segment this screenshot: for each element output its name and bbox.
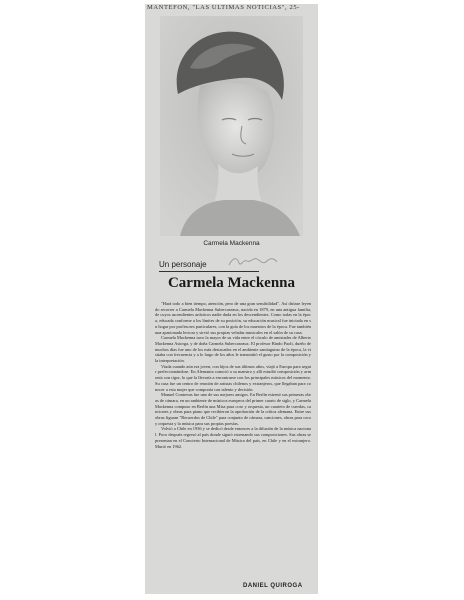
clipping-header: MANTEFON, "LAS ULTIMAS NOTICIAS", 25- [147, 4, 300, 11]
article-title: Carmela Mackenna [167, 275, 296, 291]
body-paragraph: Carmela Mackenna tuvo la mayor de su vida entre el círculo de amistades de Alberto Mackenna Astorga, y de doña Carmela Subercaseaux. El profesor Bindo Paoli, dueño de muchos días fue uno de los más destacados en el ambiente santiaguino de la época, la visitaba con frecuencia y a lo largo de los años le transmitió el gusto por la composición y la interpretación. [155, 335, 311, 364]
body-paragraph: Volvió a Chile en 1936 y se dedicó desde entonces a la difusión de la música nacional. Poco después regresó al país donde siguió estrenando sus composiciones. Sus obras se presentan en el Concierto Internacional de Música del país, en Chile y en el extranjero. Murió en 1962. [155, 426, 311, 449]
kicker-underline [159, 271, 259, 272]
newspaper-clipping [145, 4, 318, 594]
body-paragraph: Viuda cuando aún era joven, con hijos de sus últimos años, viajó a Europa para seguir perfeccionándose. En Alemania conoció a su maestro y allí estudió composición y armonía con rigor, lo que la llevaría a encontrarse con los principales músicos del momento. Su casa fue un centro de reunión de artistas chilenos y extranjeros, que llegaban para conocer a esta mujer que componía con talento y decisión. [155, 363, 311, 392]
body-paragraph: "Hará todo a bien tiempo, atención, pero de una gran sensibilidad". Así diríase leyendo recorrer a Carmela Mackenna Subercaseaux, nacida en 1879, en una antigua familia, de cuyos ascendientes artísticos nadie duda en los descendientes. Como todas en la época, educada conforme a los límites de su posición, su educación musical fue iniciada en su hogar por profesores particulares, con la guía de los maestros de la época. Fue también una apasionada lectora y sirvió sus propias veladas musicales en el salón de su casa. [155, 301, 311, 335]
portrait-image [160, 16, 303, 236]
section-kicker: Un personaje [159, 260, 207, 269]
article-body [155, 301, 311, 449]
photo-caption: Carmela Mackenna [203, 240, 260, 247]
handwritten-signature [227, 253, 279, 269]
portrait-photo [160, 16, 303, 236]
author-byline: DANIEL QUIROGA [243, 583, 303, 589]
body-paragraph: Manuel Contreras fue uno de sus mejores amigos. En Berlín estrenó sus primeras obras de cámara, en un ambiente de músicos europeos del primer cuarto de siglo, y Carmela Mackenna compuso en Berlín una Misa para coro y orquesta, un cuarteto de cuerdas, canciones y obras para piano que recibieron la aprobación de la crítica alemana. Entre sus obras figuran "Recuerdos de Chile" para conjunto de cámara, canciones, obras para coro y orquesta y la música para sus propias poesías. [155, 392, 311, 426]
